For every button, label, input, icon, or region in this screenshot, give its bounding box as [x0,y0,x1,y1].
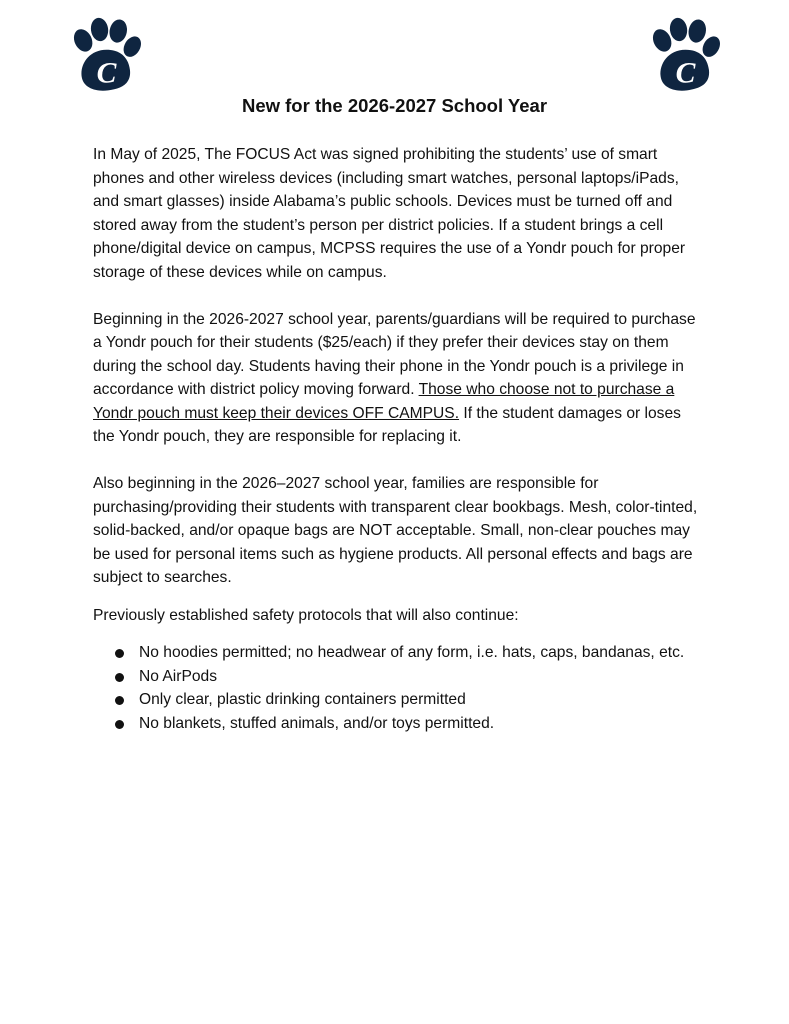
bullet-icon [115,649,124,658]
page-title: New for the 2026-2027 School Year [241,95,548,116]
list-item [93,712,705,736]
paragraph-safety-protocols-intro: Previously established safety protocols that will also continue: [93,606,519,624]
paw-print-c-icon [645,16,723,96]
yondr-text-end: If the student damages or loses the Yondr pouch, they are responsible for replacing it. [93,404,681,445]
document-body [93,143,705,735]
yondr-underlined-text: Those who choose not to purchase a Yondr pouch must keep their devices OFF CAMPUS. [93,381,675,422]
paragraph-focus-act: In May of 2025, The FOCUS Act was signed prohibiting the students’ use of smart phones and other wireless devices (including smart watches, personal laptops/iPads, and smart glasses) inside Alabama’s public schools. Devices must be turned off and stored away from the student’s person per district policies. If a student brings a cell phone/digital device on campus, MCPSS requires the use of a Yondr pouch for proper storage of these devices while on campus. [93,146,686,281]
paw-letter: C [96,57,117,90]
safety-protocols-list [93,641,705,735]
paragraph-yondr-pouch [93,308,705,449]
yondr-text-start: Beginning in the 2026-2027 school year, parents/guardians will be required to purchase a Yondr pouch for their students ($25/each) if they prefer their devices stay on them during the school day. Students having their phone in the Yondr pouch is a privilege in accordance with district policy moving forward. [93,310,696,398]
list-item [93,688,705,712]
list-item [93,641,705,665]
paw-logo-left-graphic [66,16,144,96]
paw-logo-right-graphic [645,16,723,96]
list-item-text: Only clear, plastic drinking containers permitted [139,691,466,708]
list-item-text: No blankets, stuffed animals, and/or toys permitted. [139,714,495,732]
paw-letter: C [675,57,696,90]
bullet-icon [115,696,124,705]
list-item-text: No AirPods [139,667,218,685]
list-item [93,665,705,689]
paragraph-clear-bookbags: Also beginning in the 2026–2027 school year, families are responsible for purchasing/providing their students with transparent clear bookbags. Mesh, color-tinted, solid-backed, and/or opaque bags are NOT acceptable. Small, non-clear pouches may be used for personal items such as hygiene products. All personal effects and bags are subject to searches. [93,475,698,586]
list-item-text: No hoodies permitted; no headwear of any form, i.e. hats, caps, bandanas, etc. [139,644,685,661]
paw-print-c-icon [66,16,144,96]
bullet-icon [115,673,124,682]
bullet-icon [115,720,124,729]
